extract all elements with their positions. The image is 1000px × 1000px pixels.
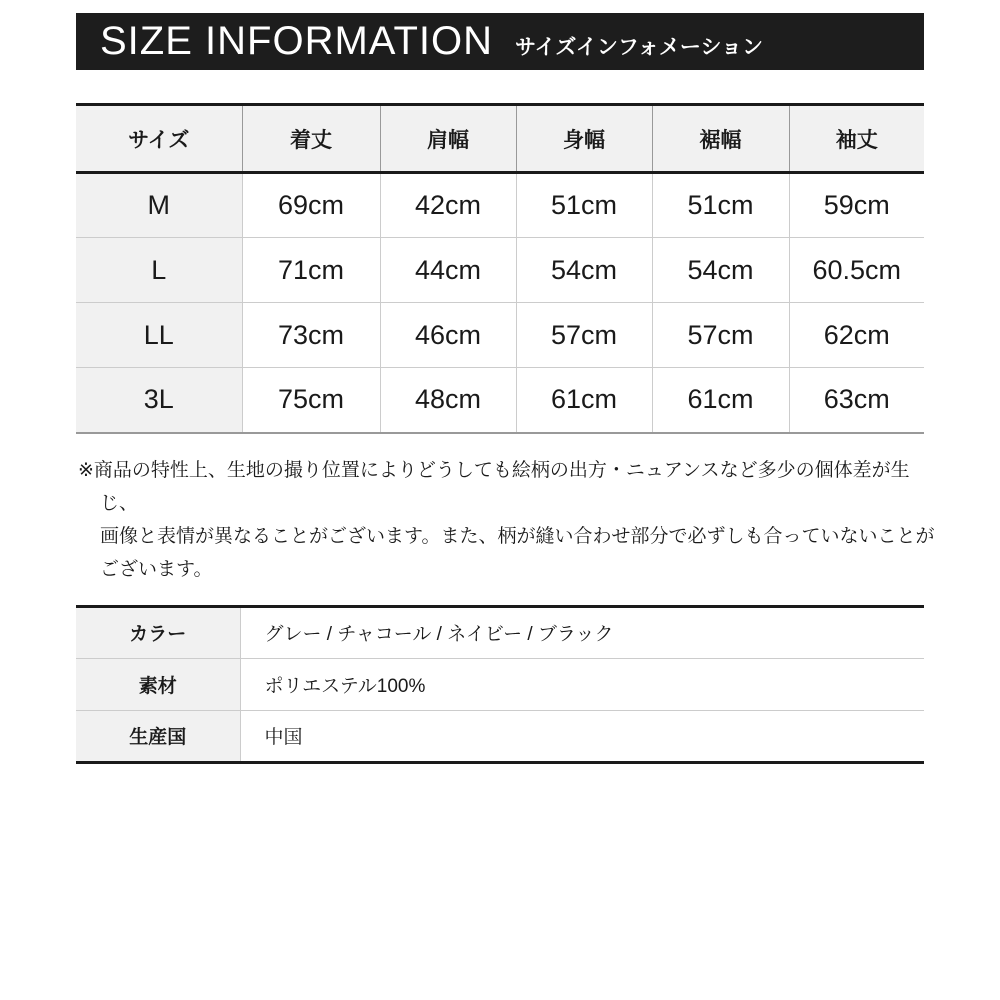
size-label: M [76,173,242,238]
banner-title-en: SIZE INFORMATION [100,19,494,63]
spec-row-color [76,606,924,658]
product-disclaimer-note [78,454,936,586]
size-information-banner [76,13,924,70]
note-line: ※商品の特性上、生地の撮り位置によりどうしても絵柄の出方・ニュアンスなど多少の個体差が生じ、 [78,459,910,514]
measurement-cell: 69cm [242,173,380,238]
note-line: ございます。 [100,558,213,580]
measurement-cell: 44cm [380,238,516,303]
spec-table-body [76,606,924,762]
measurement-cell: 57cm [516,303,652,368]
measurement-cell: 51cm [516,173,652,238]
size-table-header-row [76,105,924,173]
column-header-hem-width: 裾幅 [652,105,789,173]
banner-title-ja: サイズインフォメーション [515,36,764,59]
measurement-cell: 59cm [789,173,924,238]
measurement-cell: 75cm [242,368,380,433]
column-header-shoulder-width: 肩幅 [380,105,516,173]
spec-row-country [76,710,924,762]
size-label: LL [76,303,242,368]
size-label: L [76,238,242,303]
measurement-cell: 71cm [242,238,380,303]
size-label: 3L [76,368,242,433]
size-table-body [76,173,924,433]
spec-label-material: 素材 [76,658,240,710]
column-header-body-length: 着丈 [242,105,380,173]
measurement-cell: 61cm [516,368,652,433]
measurement-cell: 48cm [380,368,516,433]
content-area [76,13,935,764]
size-table-header [76,105,924,173]
measurement-cell: 54cm [516,238,652,303]
measurement-cell: 42cm [380,173,516,238]
measurement-cell: 54cm [652,238,789,303]
measurement-cell: 61cm [652,368,789,433]
measurement-cell: 60.5cm [789,238,924,303]
measurement-cell: 73cm [242,303,380,368]
spec-value-material: ポリエステル100% [240,658,924,710]
spec-row-material [76,658,924,710]
spec-label-country: 生産国 [76,710,240,762]
measurement-cell: 63cm [789,368,924,433]
measurement-cell: 57cm [652,303,789,368]
spec-label-color: カラー [76,606,240,658]
table-row-l [76,238,924,303]
spec-value-country: 中国 [240,710,924,762]
table-row-ll [76,303,924,368]
column-header-body-width: 身幅 [516,105,652,173]
size-measurement-table [76,103,924,434]
table-row-m [76,173,924,238]
note-line: 画像と表情が異なることがございます。また、柄が縫い合わせ部分で必ずしも合っていないことが [100,525,935,547]
table-row-3l [76,368,924,433]
measurement-cell: 46cm [380,303,516,368]
product-spec-table [76,605,924,764]
column-header-size: サイズ [76,105,242,173]
measurement-cell: 62cm [789,303,924,368]
column-header-sleeve-length: 袖丈 [789,105,924,173]
measurement-cell: 51cm [652,173,789,238]
spec-value-color: グレー / チャコール / ネイビー / ブラック [240,606,924,658]
